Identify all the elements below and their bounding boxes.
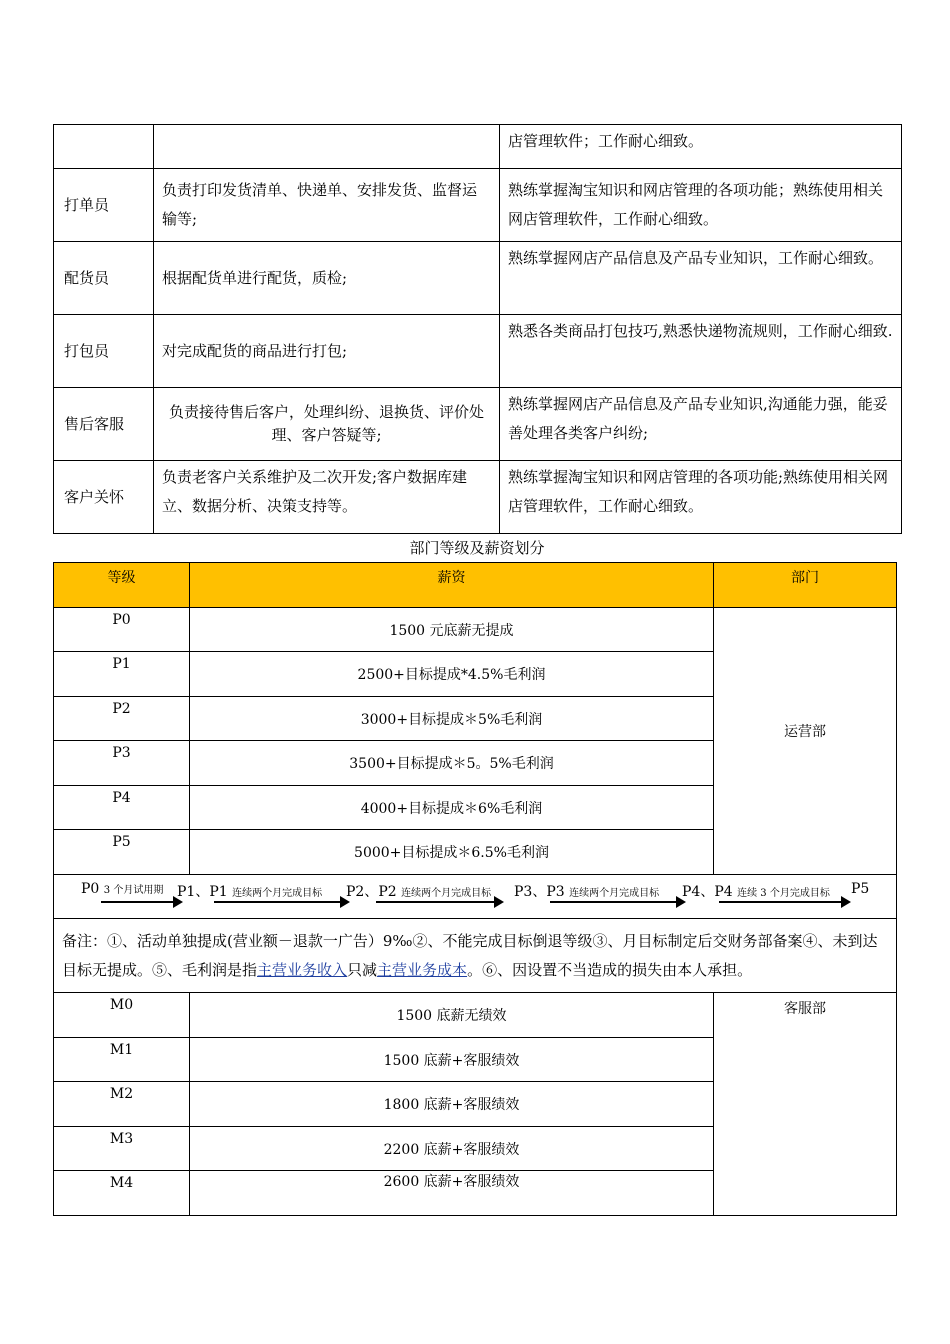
role-cell: 打单员 — [54, 169, 154, 242]
header-row — [54, 563, 897, 608]
role-cell: 配货员 — [54, 242, 154, 315]
salary-cell: 2600 底薪+客服绩效 — [190, 1171, 714, 1216]
level-cell: M1 — [54, 1038, 190, 1082]
level-cell: P3 — [54, 741, 190, 786]
level-cell: P5 — [54, 830, 190, 875]
level-cell: P0 — [54, 608, 190, 652]
duty-cell: 根据配货单进行配货，质检; — [154, 242, 500, 315]
dept-cell-customer-service: 客服部 — [714, 993, 897, 1216]
table-row — [54, 993, 897, 1038]
level-cell: M0 — [54, 993, 190, 1038]
link-main-cost[interactable]: 主营业务成本 — [377, 960, 468, 979]
progression-step: P0 3 个月试用期 — [81, 881, 164, 897]
progression-step: P3、P3 连续两个月完成目标 — [514, 884, 660, 900]
level-cell: M4 — [54, 1171, 190, 1216]
requirement-cell: 熟练掌握淘宝知识和网店管理的各项功能；熟练使用相关网店管理软件，工作耐心细致。 — [500, 169, 902, 242]
header-level: 等级 — [54, 563, 190, 608]
salary-cell: 1500 元底薪无提成 — [190, 608, 714, 652]
salary-cell: 2500+目标提成*4.5%毛利润 — [190, 652, 714, 697]
progression-step: P4、P4 连续 3 个月完成目标 — [682, 884, 830, 900]
requirement-cell: 店管理软件；工作耐心细致。 — [500, 125, 902, 169]
role-cell: 客户关怀 — [54, 461, 154, 534]
level-cell: P1 — [54, 652, 190, 697]
header-dept: 部门 — [714, 563, 897, 608]
salary-table — [53, 562, 897, 1216]
duty-cell: 负责接待售后客户，处理纠纷、退换货、评价处理、客户答疑等; — [154, 388, 500, 461]
salary-cell: 3000+目标提成＊5%毛利润 — [190, 697, 714, 741]
level-cell: M3 — [54, 1127, 190, 1171]
arrow-right-icon — [376, 901, 502, 903]
table-row — [54, 169, 902, 242]
arrow-right-icon — [214, 901, 348, 903]
dept-cell-operations: 运营部 — [714, 608, 897, 875]
table-row — [54, 388, 902, 461]
progression-flow — [54, 875, 896, 918]
salary-cell: 5000+目标提成＊6.5%毛利润 — [190, 830, 714, 875]
requirement-cell: 熟练掌握网店产品信息及产品专业知识,沟通能力强，能妥善处理各类客户纠纷; — [500, 388, 902, 461]
salary-cell: 1800 底薪+客服绩效 — [190, 1082, 714, 1127]
progression-step: P2、P2 连续两个月完成目标 — [346, 884, 492, 900]
level-cell: P4 — [54, 786, 190, 830]
progression-step: P1、P1 连续两个月完成目标 — [177, 884, 323, 900]
role-cell: 打包员 — [54, 315, 154, 388]
role-cell: 售后客服 — [54, 388, 154, 461]
arrow-right-icon — [550, 901, 684, 903]
role-cell — [54, 125, 154, 169]
duty-cell: 负责老客户关系维护及二次开发;客户数据库建立、数据分析、决策支持等。 — [154, 461, 500, 534]
salary-cell: 1500 底薪+客服绩效 — [190, 1038, 714, 1082]
salary-cell: 3500+目标提成＊5。5%毛利润 — [190, 741, 714, 786]
requirement-cell: 熟悉各类商品打包技巧,熟悉快递物流规则，工作耐心细致. — [500, 315, 902, 388]
salary-note: 备注：①、活动单独提成(营业额－退款一广告）9‰②、不能完成目标倒退等级③、月目标制定后交财务部备案④、未到达目标无提成。⑤、毛利润是指主营业务收入只减主营业务成本。⑥、因设置不当造成的损失由本人承担。 — [54, 919, 897, 993]
progression-row — [54, 875, 897, 919]
requirement-cell: 熟练掌握网店产品信息及产品专业知识，工作耐心细致。 — [500, 242, 902, 315]
table-row — [54, 125, 902, 169]
table-row — [54, 315, 902, 388]
duty-cell: 对完成配货的商品进行打包; — [154, 315, 500, 388]
note-row — [54, 919, 897, 993]
duty-cell: 负责打印发货清单、快递单、安排发货、监督运输等; — [154, 169, 500, 242]
salary-cell: 4000+目标提成＊6%毛利润 — [190, 786, 714, 830]
requirement-cell: 熟练掌握淘宝知识和网店管理的各项功能;熟练使用相关网店管理软件，工作耐心细致。 — [500, 461, 902, 534]
salary-table-caption: 部门等级及薪资划分 — [409, 539, 545, 557]
duty-cell — [154, 125, 500, 169]
arrow-right-icon — [719, 901, 849, 903]
progression-step: P5 — [851, 881, 870, 897]
link-main-revenue[interactable]: 主营业务收入 — [257, 960, 348, 979]
table-row — [54, 242, 902, 315]
table-row — [54, 461, 902, 534]
table-row — [54, 608, 897, 652]
salary-cell: 1500 底薪无绩效 — [190, 993, 714, 1038]
salary-cell: 2200 底薪+客服绩效 — [190, 1127, 714, 1171]
header-salary: 薪资 — [190, 563, 714, 608]
arrow-right-icon — [101, 901, 181, 903]
roles-table — [53, 124, 902, 534]
level-cell: P2 — [54, 697, 190, 741]
level-cell: M2 — [54, 1082, 190, 1127]
